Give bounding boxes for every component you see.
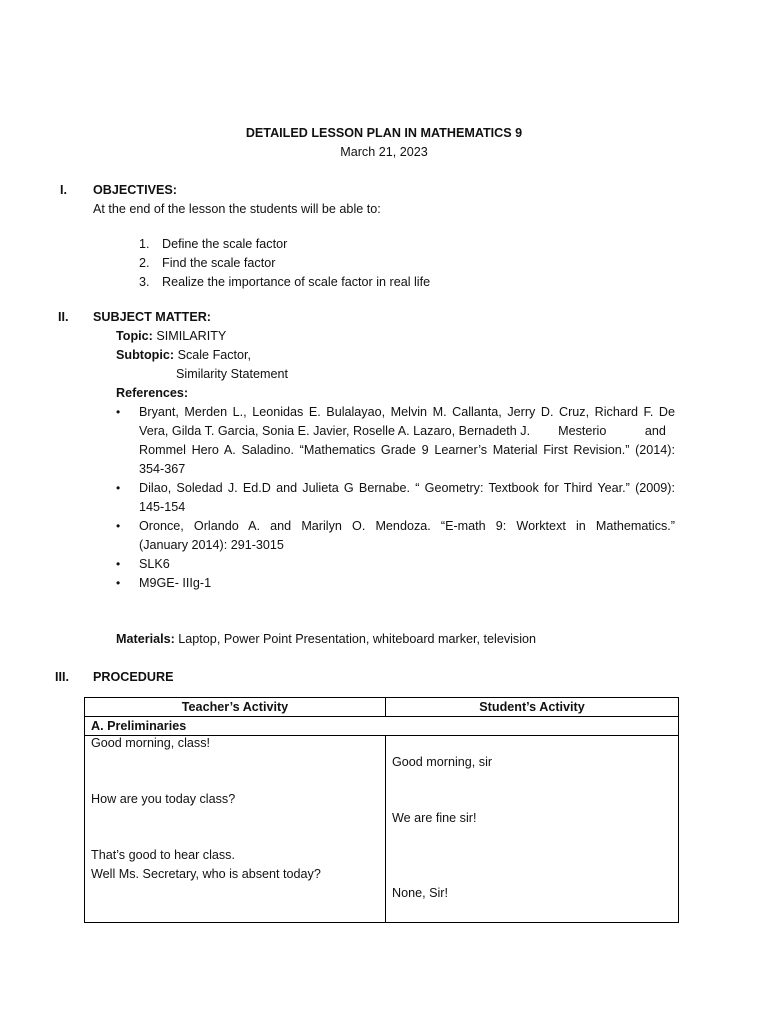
subtopic-value: Scale Factor, xyxy=(177,348,252,362)
bullet-icon: • xyxy=(116,576,121,590)
document-date: March 21, 2023 xyxy=(340,145,428,159)
objective-number: 2. xyxy=(139,256,150,270)
section-heading-procedure: PROCEDURE xyxy=(93,670,174,684)
teacher-activity-cell xyxy=(85,736,386,923)
section-heading-objectives: OBJECTIVES: xyxy=(93,183,177,197)
subtopic-value-2: Similarity Statement xyxy=(176,367,288,381)
reference-line: Vera, Gilda T. Garcia, Sonia E. Javier, Roselle A. Lazaro, Bernadeth J. Mesterio and xyxy=(139,424,666,438)
reference-line: Bryant, Merden L., Leonidas E. Bulalayao, Melvin M. Callanta, Jerry D. Cruz, Richard F. De xyxy=(139,405,675,419)
section-numeral-objectives: I. xyxy=(60,183,67,197)
subtopic-line xyxy=(116,348,251,362)
bullet-icon: • xyxy=(116,557,121,571)
materials-label: Materials: xyxy=(116,632,175,646)
topic-label: Topic: xyxy=(116,329,153,343)
subtopic-label: Subtopic: xyxy=(116,348,175,362)
section-numeral-subject-matter: II. xyxy=(58,310,69,324)
table-header-row xyxy=(85,698,679,717)
topic-value: SIMILARITY xyxy=(156,329,227,343)
student-line: None, Sir! xyxy=(392,886,448,900)
student-line: Good morning, sir xyxy=(392,755,493,769)
document-title: DETAILED LESSON PLAN IN MATHEMATICS 9 xyxy=(245,126,523,140)
teacher-line: Well Ms. Secretary, who is absent today? xyxy=(91,867,321,881)
objective-number: 1. xyxy=(139,237,150,251)
student-activity-cell xyxy=(386,736,679,923)
section-preliminaries: A. Preliminaries xyxy=(85,717,679,736)
bullet-icon: • xyxy=(116,519,121,533)
header-student-activity: Student’s Activity xyxy=(386,698,679,717)
reference-line: Dilao, Soledad J. Ed.D and Julieta G Bernabe. “ Geometry: Textbook for Third Year.” (2009): xyxy=(139,481,675,495)
objectives-intro: At the end of the lesson the students will be able to: xyxy=(93,202,381,216)
objective-number: 3. xyxy=(139,275,150,289)
reference-line: SLK6 xyxy=(139,557,170,571)
student-line: We are fine sir! xyxy=(392,811,477,825)
procedure-table xyxy=(84,697,679,923)
reference-line: (January 2014): 291-3015 xyxy=(139,538,284,552)
teacher-line: That’s good to hear class. xyxy=(91,848,235,862)
reference-line: Rommel Hero A. Saladino. “Mathematics Grade 9 Learner’s Material First Revision.” (2014): xyxy=(139,443,675,457)
objective-item: Define the scale factor xyxy=(162,237,288,251)
reference-line: 354-367 xyxy=(139,462,186,476)
objective-item: Realize the importance of scale factor in real life xyxy=(162,275,431,289)
table-row xyxy=(85,736,679,923)
materials-line xyxy=(116,632,536,646)
objective-item: Find the scale factor xyxy=(162,256,276,270)
header-teacher-activity: Teacher’s Activity xyxy=(85,698,386,717)
reference-line: 145-154 xyxy=(139,500,186,514)
topic-line xyxy=(116,329,226,343)
teacher-line: How are you today class? xyxy=(91,792,236,806)
section-numeral-procedure: III. xyxy=(55,670,69,684)
reference-line: M9GE- IIIg-1 xyxy=(139,576,212,590)
materials-value: Laptop, Power Point Presentation, whiteboard marker, television xyxy=(178,632,537,646)
references-label: References: xyxy=(116,386,189,400)
section-heading-subject-matter: SUBJECT MATTER: xyxy=(93,310,212,324)
reference-line: Oronce, Orlando A. and Marilyn O. Mendoza. “E-math 9: Worktext in Mathematics.” xyxy=(139,519,675,533)
bullet-icon: • xyxy=(116,405,121,419)
teacher-line: Good morning, class! xyxy=(91,736,210,750)
table-section-row xyxy=(85,717,679,736)
bullet-icon: • xyxy=(116,481,121,495)
